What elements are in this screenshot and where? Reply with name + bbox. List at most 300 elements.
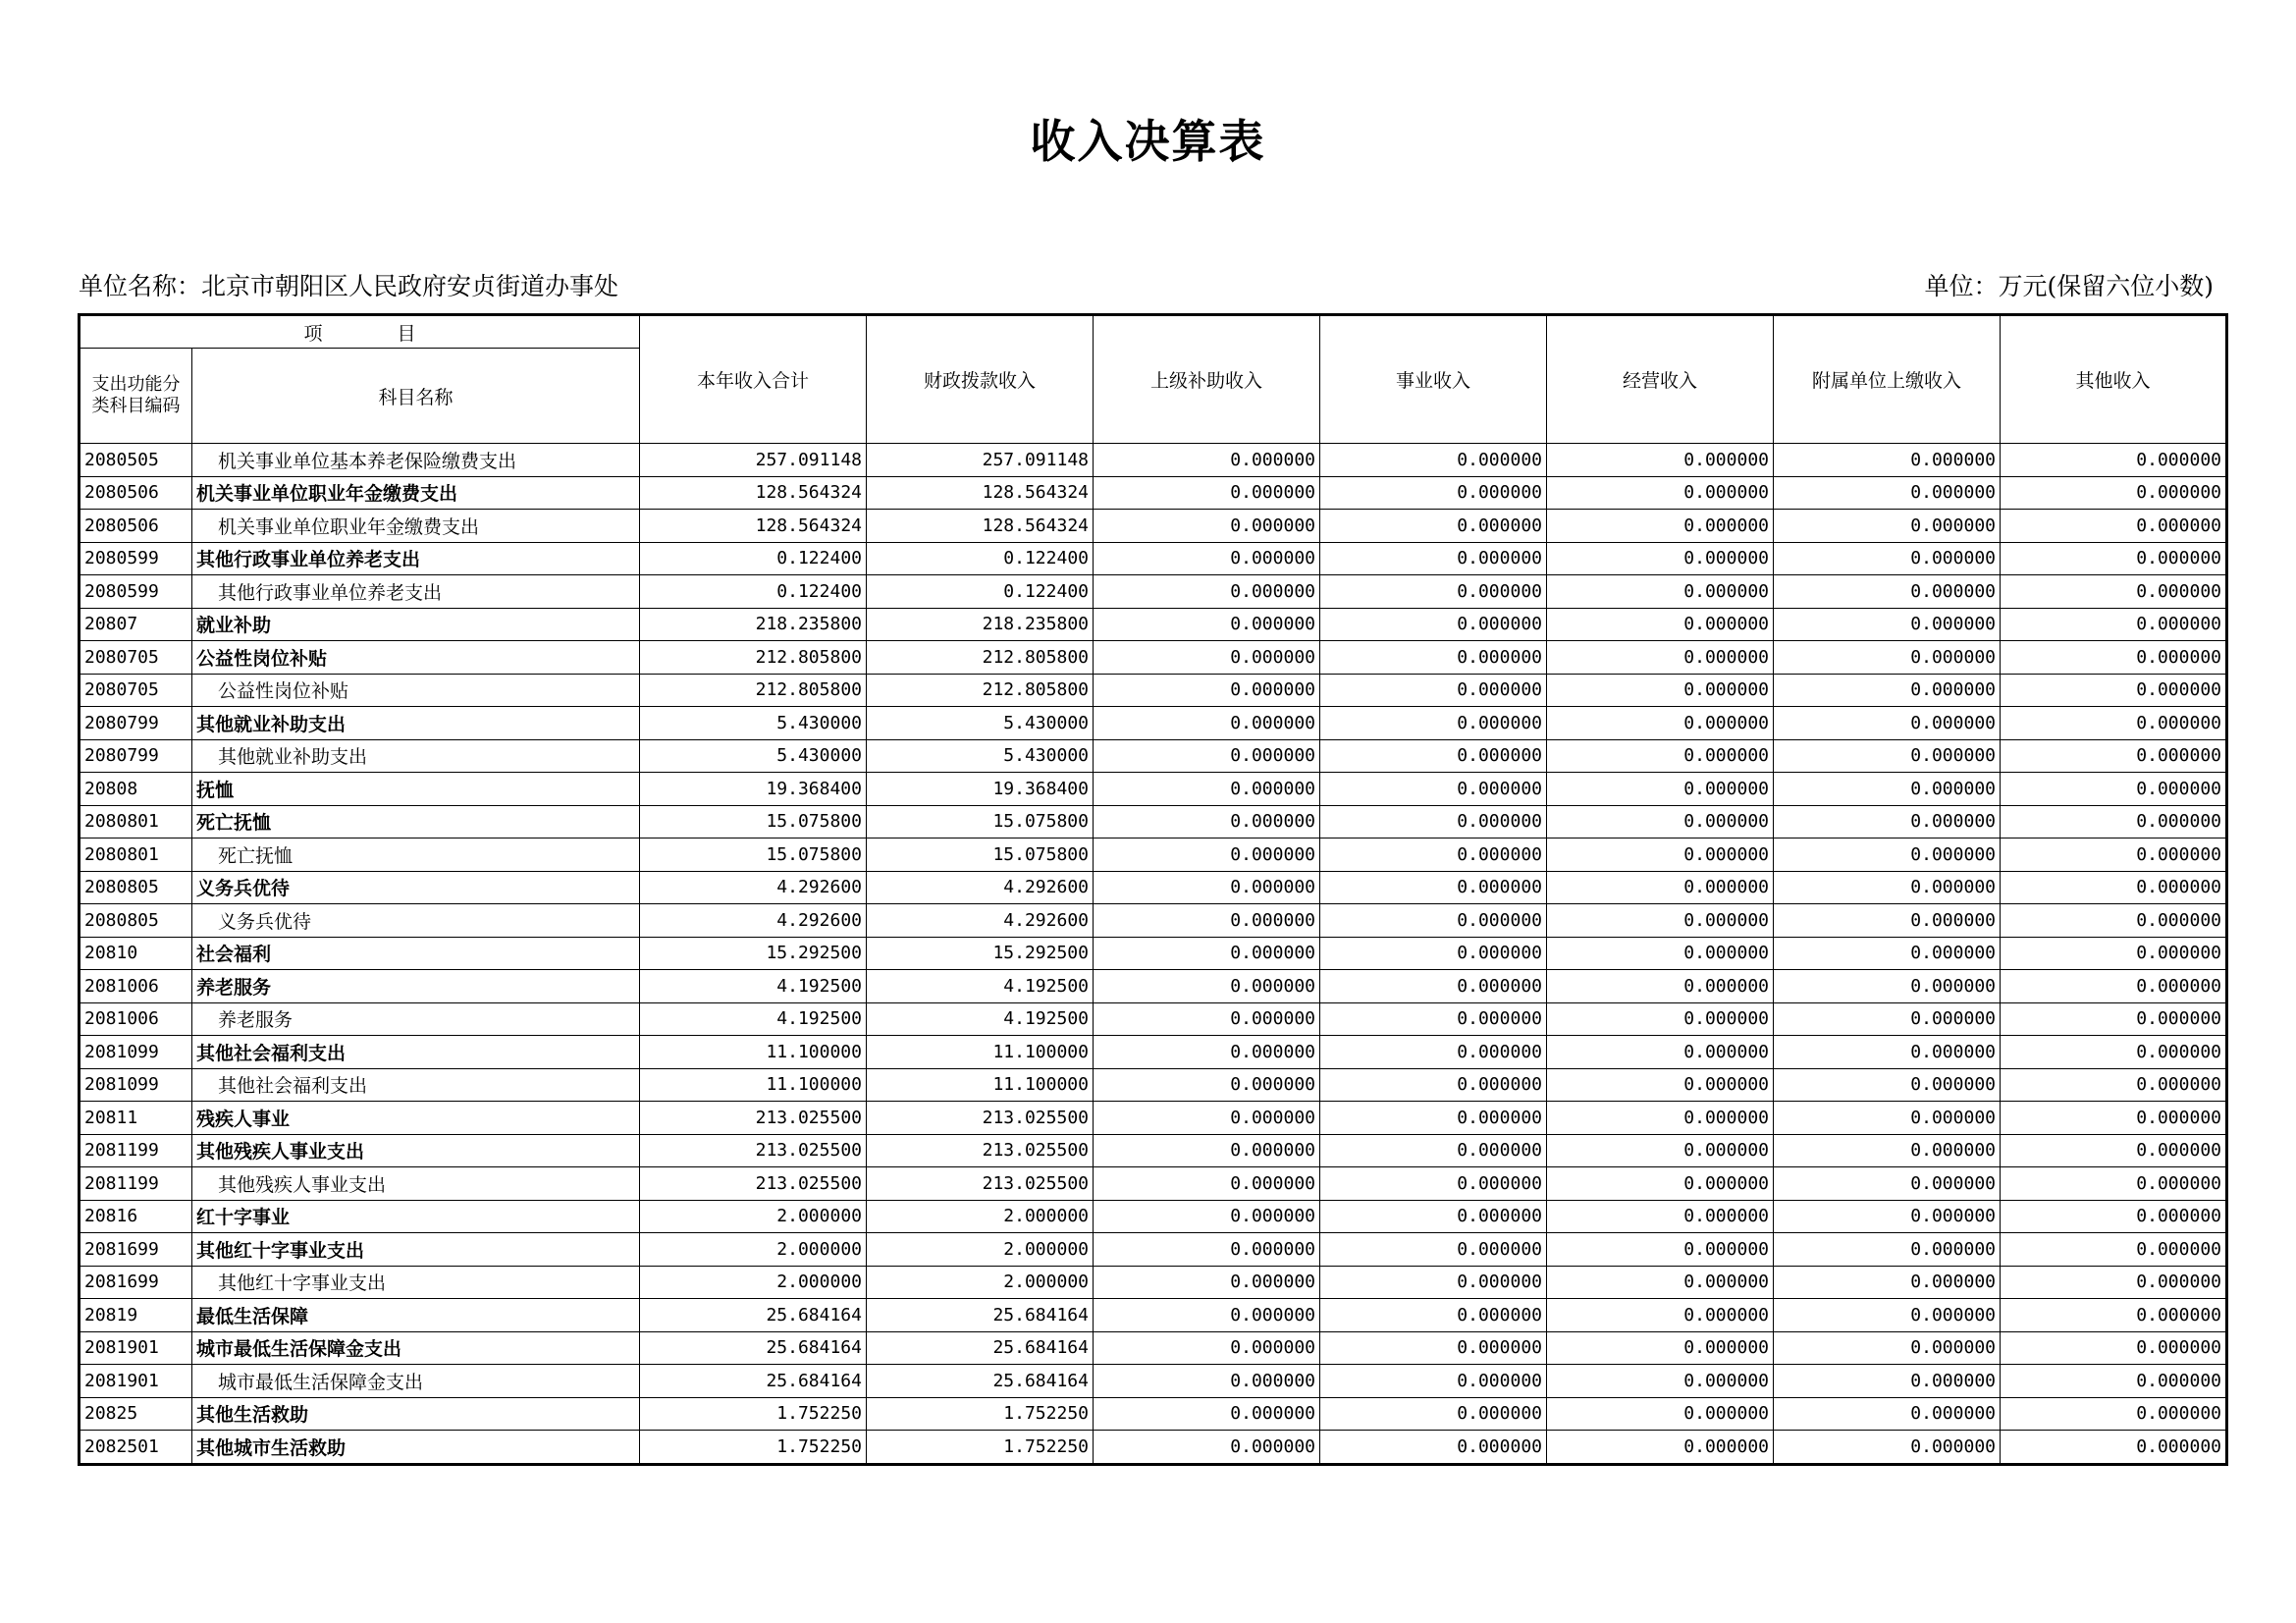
table-row <box>80 1068 2227 1102</box>
subject-code-cell: 2080805 <box>80 871 192 904</box>
amount-cell: 0.000000 <box>1547 575 1774 609</box>
amount-cell: 128.564324 <box>867 476 1094 510</box>
amount-cell: 0.000000 <box>1774 1002 2001 1036</box>
amount-cell: 0.000000 <box>1320 1266 1547 1299</box>
amount-cell: 0.000000 <box>1547 1431 1774 1465</box>
amount-cell: 212.805800 <box>640 641 867 675</box>
table-row <box>80 707 2227 740</box>
subject-name-cell: 其他社会福利支出 <box>192 1068 640 1102</box>
table-row <box>80 1233 2227 1267</box>
subject-name-cell: 社会福利 <box>192 937 640 970</box>
amount-cell: 0.000000 <box>1547 1036 1774 1069</box>
amount-cell: 0.000000 <box>1320 542 1547 575</box>
subject-code-cell: 20816 <box>80 1200 192 1233</box>
amount-cell: 2.000000 <box>640 1200 867 1233</box>
amount-cell: 0.000000 <box>1547 1365 1774 1398</box>
amount-cell: 0.000000 <box>2001 674 2227 707</box>
amount-cell: 11.100000 <box>867 1068 1094 1102</box>
amount-cell: 0.000000 <box>1094 1233 1320 1267</box>
amount-cell: 0.000000 <box>1320 510 1547 543</box>
amount-cell: 2.000000 <box>867 1266 1094 1299</box>
amount-cell: 0.000000 <box>1547 1397 1774 1431</box>
amount-cell: 0.000000 <box>1320 1431 1547 1465</box>
amount-cell: 0.000000 <box>2001 805 2227 839</box>
amount-cell: 25.684164 <box>640 1299 867 1332</box>
amount-cell: 0.000000 <box>2001 871 2227 904</box>
amount-cell: 0.000000 <box>1320 1200 1547 1233</box>
amount-cell: 0.000000 <box>1094 641 1320 675</box>
amount-cell: 0.122400 <box>640 542 867 575</box>
amount-cell: 0.000000 <box>2001 739 2227 773</box>
table-row <box>80 674 2227 707</box>
amount-cell: 0.000000 <box>2001 904 2227 938</box>
amount-cell: 0.000000 <box>1094 707 1320 740</box>
code-header: 支出功能分类科目编码 <box>80 349 192 444</box>
amount-cell: 0.000000 <box>1774 1134 2001 1167</box>
table-row <box>80 773 2227 806</box>
subject-name-cell: 机关事业单位基本养老保险缴费支出 <box>192 444 640 477</box>
amount-cell: 0.000000 <box>1320 674 1547 707</box>
amount-cell: 0.000000 <box>1094 839 1320 872</box>
amount-cell: 0.000000 <box>1774 707 2001 740</box>
subject-name-cell: 机关事业单位职业年金缴费支出 <box>192 510 640 543</box>
amount-cell: 2.000000 <box>640 1266 867 1299</box>
subject-code-cell: 2081006 <box>80 1002 192 1036</box>
amount-cell: 4.192500 <box>640 970 867 1003</box>
amount-cell: 0.000000 <box>1094 575 1320 609</box>
subject-code-cell: 2081199 <box>80 1167 192 1201</box>
amount-cell: 0.000000 <box>1774 970 2001 1003</box>
amount-cell: 0.000000 <box>2001 1102 2227 1135</box>
amount-cell: 2.000000 <box>640 1233 867 1267</box>
subject-name-cell: 死亡抚恤 <box>192 805 640 839</box>
amount-cell: 0.000000 <box>1774 839 2001 872</box>
column-header-other: 其他收入 <box>2001 315 2227 444</box>
table-row <box>80 1036 2227 1069</box>
amount-cell: 15.292500 <box>640 937 867 970</box>
subject-code-cell: 2081901 <box>80 1365 192 1398</box>
amount-cell: 19.368400 <box>640 773 867 806</box>
amount-cell: 0.000000 <box>1774 773 2001 806</box>
amount-cell: 213.025500 <box>867 1102 1094 1135</box>
amount-cell: 257.091148 <box>640 444 867 477</box>
amount-cell: 0.000000 <box>1094 739 1320 773</box>
subject-code-cell: 20819 <box>80 1299 192 1332</box>
amount-cell: 0.000000 <box>2001 1266 2227 1299</box>
amount-cell: 128.564324 <box>867 510 1094 543</box>
amount-cell: 0.000000 <box>2001 476 2227 510</box>
amount-cell: 0.000000 <box>1094 444 1320 477</box>
column-header-fiscal: 财政拨款收入 <box>867 315 1094 444</box>
amount-cell: 0.122400 <box>640 575 867 609</box>
subject-name-cell: 残疾人事业 <box>192 1102 640 1135</box>
amount-cell: 0.000000 <box>2001 1167 2227 1201</box>
subject-code-cell: 20807 <box>80 608 192 641</box>
amount-cell: 5.430000 <box>867 707 1094 740</box>
amount-cell: 0.122400 <box>867 575 1094 609</box>
amount-cell: 0.000000 <box>2001 641 2227 675</box>
subject-code-cell: 2080599 <box>80 575 192 609</box>
amount-cell: 0.000000 <box>1547 476 1774 510</box>
amount-cell: 0.000000 <box>2001 1036 2227 1069</box>
subject-code-cell: 20811 <box>80 1102 192 1135</box>
amount-cell: 0.000000 <box>1547 542 1774 575</box>
amount-cell: 0.000000 <box>2001 1331 2227 1365</box>
amount-cell: 0.000000 <box>1094 1331 1320 1365</box>
amount-cell: 0.000000 <box>1094 1134 1320 1167</box>
amount-cell: 0.000000 <box>1547 904 1774 938</box>
amount-cell: 1.752250 <box>640 1397 867 1431</box>
amount-cell: 0.000000 <box>2001 1200 2227 1233</box>
amount-cell: 0.000000 <box>1320 476 1547 510</box>
subject-name-cell: 义务兵优待 <box>192 871 640 904</box>
column-header-superior-subsidy: 上级补助收入 <box>1094 315 1320 444</box>
subject-code-cell: 2081699 <box>80 1266 192 1299</box>
amount-cell: 0.000000 <box>2001 608 2227 641</box>
amount-cell: 0.000000 <box>1094 1397 1320 1431</box>
subject-code-cell: 2081199 <box>80 1134 192 1167</box>
subject-name-cell: 其他社会福利支出 <box>192 1036 640 1069</box>
amount-cell: 0.000000 <box>2001 1431 2227 1465</box>
amount-cell: 0.000000 <box>1774 1431 2001 1465</box>
amount-cell: 0.000000 <box>1320 1068 1547 1102</box>
unit-name: 单位名称：北京市朝阳区人民政府安贞街道办事处 <box>79 272 619 300</box>
subject-name-cell: 其他红十字事业支出 <box>192 1266 640 1299</box>
amount-cell: 0.000000 <box>1774 641 2001 675</box>
amount-cell: 0.000000 <box>1320 444 1547 477</box>
amount-cell: 0.000000 <box>2001 1397 2227 1431</box>
amount-cell: 4.192500 <box>640 1002 867 1036</box>
amount-cell: 0.000000 <box>1774 1266 2001 1299</box>
amount-cell: 0.000000 <box>1547 641 1774 675</box>
amount-cell: 213.025500 <box>640 1134 867 1167</box>
amount-cell: 11.100000 <box>867 1036 1094 1069</box>
amount-cell: 0.000000 <box>1547 707 1774 740</box>
subject-code-cell: 2080805 <box>80 904 192 938</box>
amount-cell: 0.000000 <box>2001 1365 2227 1398</box>
subject-name-cell: 城市最低生活保障金支出 <box>192 1331 640 1365</box>
table-row <box>80 542 2227 575</box>
amount-cell: 0.000000 <box>1547 839 1774 872</box>
amount-cell: 0.000000 <box>1774 1365 2001 1398</box>
amount-cell: 5.430000 <box>867 739 1094 773</box>
table-body <box>80 444 2227 1465</box>
amount-cell: 0.000000 <box>1320 608 1547 641</box>
subject-code-cell: 2080801 <box>80 839 192 872</box>
amount-cell: 0.000000 <box>1094 937 1320 970</box>
amount-cell: 0.000000 <box>1547 739 1774 773</box>
amount-cell: 0.000000 <box>2001 1002 2227 1036</box>
amount-cell: 0.000000 <box>1320 871 1547 904</box>
subject-name-cell: 其他就业补助支出 <box>192 707 640 740</box>
subject-name-cell: 公益性岗位补贴 <box>192 641 640 675</box>
amount-cell: 0.000000 <box>1094 542 1320 575</box>
amount-cell: 218.235800 <box>640 608 867 641</box>
amount-cell: 0.000000 <box>1774 444 2001 477</box>
subject-name-cell: 其他残疾人事业支出 <box>192 1167 640 1201</box>
amount-cell: 0.000000 <box>1547 1002 1774 1036</box>
amount-cell: 0.000000 <box>1320 1036 1547 1069</box>
subject-code-cell: 2080801 <box>80 805 192 839</box>
subject-code-cell: 20825 <box>80 1397 192 1431</box>
subject-name-cell: 最低生活保障 <box>192 1299 640 1332</box>
amount-cell: 1.752250 <box>640 1431 867 1465</box>
amount-cell: 5.430000 <box>640 739 867 773</box>
table-row <box>80 1102 2227 1135</box>
amount-cell: 5.430000 <box>640 707 867 740</box>
amount-cell: 15.075800 <box>867 839 1094 872</box>
amount-cell: 0.000000 <box>1774 1167 2001 1201</box>
amount-cell: 0.000000 <box>1320 937 1547 970</box>
amount-cell: 0.000000 <box>1774 476 2001 510</box>
table-row <box>80 608 2227 641</box>
unit-note: 单位：万元(保留六位小数) <box>1924 272 2214 300</box>
amount-cell: 0.000000 <box>1094 608 1320 641</box>
amount-cell: 0.000000 <box>1774 805 2001 839</box>
table-row <box>80 575 2227 609</box>
subject-name-cell: 其他生活救助 <box>192 1397 640 1431</box>
table-row <box>80 1397 2227 1431</box>
amount-cell: 0.122400 <box>867 542 1094 575</box>
amount-cell: 25.684164 <box>640 1331 867 1365</box>
amount-cell: 257.091148 <box>867 444 1094 477</box>
amount-cell: 0.000000 <box>1094 1036 1320 1069</box>
amount-cell: 0.000000 <box>1094 510 1320 543</box>
amount-cell: 0.000000 <box>1774 1397 2001 1431</box>
amount-cell: 0.000000 <box>1547 1200 1774 1233</box>
table-row <box>80 970 2227 1003</box>
amount-cell: 213.025500 <box>867 1134 1094 1167</box>
income-table <box>78 313 2228 1466</box>
amount-cell: 0.000000 <box>1547 871 1774 904</box>
subject-name-cell: 其他城市生活救助 <box>192 1431 640 1465</box>
amount-cell: 0.000000 <box>2001 773 2227 806</box>
subject-code-cell: 2080705 <box>80 641 192 675</box>
table-row <box>80 871 2227 904</box>
amount-cell: 0.000000 <box>1547 1134 1774 1167</box>
amount-cell: 0.000000 <box>1094 970 1320 1003</box>
amount-cell: 0.000000 <box>1094 904 1320 938</box>
amount-cell: 0.000000 <box>2001 707 2227 740</box>
amount-cell: 213.025500 <box>867 1167 1094 1201</box>
amount-cell: 0.000000 <box>1094 1002 1320 1036</box>
subject-code-cell: 2081006 <box>80 970 192 1003</box>
subject-name-cell: 机关事业单位职业年金缴费支出 <box>192 476 640 510</box>
amount-cell: 0.000000 <box>1547 1068 1774 1102</box>
amount-cell: 1.752250 <box>867 1397 1094 1431</box>
name-header: 科目名称 <box>192 349 640 444</box>
amount-cell: 0.000000 <box>1094 805 1320 839</box>
table-row <box>80 1200 2227 1233</box>
amount-cell: 25.684164 <box>640 1365 867 1398</box>
table-row <box>80 1331 2227 1365</box>
amount-cell: 15.075800 <box>640 805 867 839</box>
subject-code-cell: 2080599 <box>80 542 192 575</box>
amount-cell: 0.000000 <box>1320 1134 1547 1167</box>
amount-cell: 0.000000 <box>2001 1233 2227 1267</box>
subject-name-cell: 其他残疾人事业支出 <box>192 1134 640 1167</box>
amount-cell: 0.000000 <box>1320 641 1547 675</box>
amount-cell: 0.000000 <box>1547 608 1774 641</box>
amount-cell: 0.000000 <box>1547 674 1774 707</box>
amount-cell: 0.000000 <box>1320 904 1547 938</box>
amount-cell: 128.564324 <box>640 510 867 543</box>
amount-cell: 0.000000 <box>1320 1299 1547 1332</box>
amount-cell: 0.000000 <box>1547 1167 1774 1201</box>
amount-cell: 25.684164 <box>867 1365 1094 1398</box>
table-row <box>80 805 2227 839</box>
table-row <box>80 444 2227 477</box>
amount-cell: 0.000000 <box>1774 1233 2001 1267</box>
table-row <box>80 937 2227 970</box>
column-header-operating: 经营收入 <box>1547 315 1774 444</box>
amount-cell: 0.000000 <box>1774 937 2001 970</box>
amount-cell: 0.000000 <box>1094 1266 1320 1299</box>
amount-cell: 25.684164 <box>867 1331 1094 1365</box>
subject-name-cell: 公益性岗位补贴 <box>192 674 640 707</box>
amount-cell: 11.100000 <box>640 1036 867 1069</box>
amount-cell: 0.000000 <box>1774 1102 2001 1135</box>
amount-cell: 0.000000 <box>1774 1299 2001 1332</box>
amount-cell: 15.075800 <box>640 839 867 872</box>
amount-cell: 15.292500 <box>867 937 1094 970</box>
amount-cell: 15.075800 <box>867 805 1094 839</box>
amount-cell: 0.000000 <box>2001 839 2227 872</box>
amount-cell: 0.000000 <box>1094 1431 1320 1465</box>
amount-cell: 0.000000 <box>2001 937 2227 970</box>
amount-cell: 0.000000 <box>1774 739 2001 773</box>
amount-cell: 0.000000 <box>1774 510 2001 543</box>
column-header-business: 事业收入 <box>1320 315 1547 444</box>
table-row <box>80 510 2227 543</box>
page-title: 收入决算表 <box>1030 115 1266 168</box>
amount-cell: 213.025500 <box>640 1167 867 1201</box>
amount-cell: 0.000000 <box>1547 1299 1774 1332</box>
table-row <box>80 1134 2227 1167</box>
amount-cell: 0.000000 <box>1774 608 2001 641</box>
amount-cell: 0.000000 <box>1320 839 1547 872</box>
subject-name-cell: 其他就业补助支出 <box>192 739 640 773</box>
amount-cell: 0.000000 <box>1320 970 1547 1003</box>
table-row <box>80 1431 2227 1465</box>
table-row <box>80 904 2227 938</box>
subject-name-cell: 其他行政事业单位养老支出 <box>192 542 640 575</box>
subject-name-cell: 养老服务 <box>192 1002 640 1036</box>
amount-cell: 0.000000 <box>1320 1233 1547 1267</box>
subject-code-cell: 20808 <box>80 773 192 806</box>
amount-cell: 0.000000 <box>1774 1331 2001 1365</box>
amount-cell: 1.752250 <box>867 1431 1094 1465</box>
amount-cell: 0.000000 <box>2001 542 2227 575</box>
amount-cell: 0.000000 <box>1094 1299 1320 1332</box>
amount-cell: 0.000000 <box>1094 476 1320 510</box>
amount-cell: 0.000000 <box>1547 510 1774 543</box>
amount-cell: 0.000000 <box>1320 707 1547 740</box>
amount-cell: 0.000000 <box>1774 674 2001 707</box>
amount-cell: 4.292600 <box>867 904 1094 938</box>
amount-cell: 0.000000 <box>1774 575 2001 609</box>
amount-cell: 0.000000 <box>1320 575 1547 609</box>
subject-code-cell: 2080506 <box>80 510 192 543</box>
amount-cell: 0.000000 <box>1094 1167 1320 1201</box>
amount-cell: 0.000000 <box>1320 1167 1547 1201</box>
amount-cell: 0.000000 <box>1547 1233 1774 1267</box>
amount-cell: 0.000000 <box>1547 1102 1774 1135</box>
amount-cell: 0.000000 <box>2001 444 2227 477</box>
amount-cell: 213.025500 <box>640 1102 867 1135</box>
subject-code-cell: 2081099 <box>80 1068 192 1102</box>
subject-name-cell: 红十字事业 <box>192 1200 640 1233</box>
amount-cell: 4.292600 <box>640 904 867 938</box>
amount-cell: 0.000000 <box>1094 674 1320 707</box>
subject-code-cell: 20810 <box>80 937 192 970</box>
amount-cell: 212.805800 <box>640 674 867 707</box>
amount-cell: 0.000000 <box>1547 444 1774 477</box>
amount-cell: 0.000000 <box>2001 1299 2227 1332</box>
amount-cell: 0.000000 <box>1774 1036 2001 1069</box>
table-row <box>80 1365 2227 1398</box>
table-row <box>80 1167 2227 1201</box>
amount-cell: 4.292600 <box>867 871 1094 904</box>
subject-name-cell: 死亡抚恤 <box>192 839 640 872</box>
amount-cell: 2.000000 <box>867 1233 1094 1267</box>
amount-cell: 0.000000 <box>1320 1102 1547 1135</box>
amount-cell: 4.292600 <box>640 871 867 904</box>
table-row <box>80 1002 2227 1036</box>
subject-code-cell: 2080506 <box>80 476 192 510</box>
amount-cell: 212.805800 <box>867 674 1094 707</box>
amount-cell: 0.000000 <box>2001 510 2227 543</box>
subject-name-cell: 其他红十字事业支出 <box>192 1233 640 1267</box>
table-row <box>80 1299 2227 1332</box>
amount-cell: 0.000000 <box>1547 1266 1774 1299</box>
amount-cell: 11.100000 <box>640 1068 867 1102</box>
subject-code-cell: 2080705 <box>80 674 192 707</box>
subject-code-cell: 2081901 <box>80 1331 192 1365</box>
subject-name-cell: 义务兵优待 <box>192 904 640 938</box>
amount-cell: 0.000000 <box>1320 1331 1547 1365</box>
table-row <box>80 1266 2227 1299</box>
amount-cell: 0.000000 <box>2001 970 2227 1003</box>
amount-cell: 0.000000 <box>2001 1068 2227 1102</box>
amount-cell: 0.000000 <box>1547 937 1774 970</box>
column-header-total: 本年收入合计 <box>640 315 867 444</box>
table-row <box>80 476 2227 510</box>
item-header: 项 目 <box>80 315 640 349</box>
subject-name-cell: 养老服务 <box>192 970 640 1003</box>
table-row <box>80 739 2227 773</box>
amount-cell: 0.000000 <box>1094 1365 1320 1398</box>
amount-cell: 0.000000 <box>1094 1068 1320 1102</box>
amount-cell: 0.000000 <box>1547 970 1774 1003</box>
amount-cell: 0.000000 <box>1094 773 1320 806</box>
amount-cell: 0.000000 <box>1320 1365 1547 1398</box>
subject-code-cell: 2082501 <box>80 1431 192 1465</box>
amount-cell: 0.000000 <box>1320 1002 1547 1036</box>
amount-cell: 0.000000 <box>2001 575 2227 609</box>
subject-code-cell: 2080799 <box>80 739 192 773</box>
amount-cell: 2.000000 <box>867 1200 1094 1233</box>
amount-cell: 0.000000 <box>1094 1200 1320 1233</box>
amount-cell: 0.000000 <box>1094 1102 1320 1135</box>
amount-cell: 19.368400 <box>867 773 1094 806</box>
amount-cell: 0.000000 <box>1320 805 1547 839</box>
amount-cell: 0.000000 <box>1774 904 2001 938</box>
table-row <box>80 641 2227 675</box>
amount-cell: 0.000000 <box>1547 773 1774 806</box>
subject-name-cell: 就业补助 <box>192 608 640 641</box>
subject-code-cell: 2080799 <box>80 707 192 740</box>
